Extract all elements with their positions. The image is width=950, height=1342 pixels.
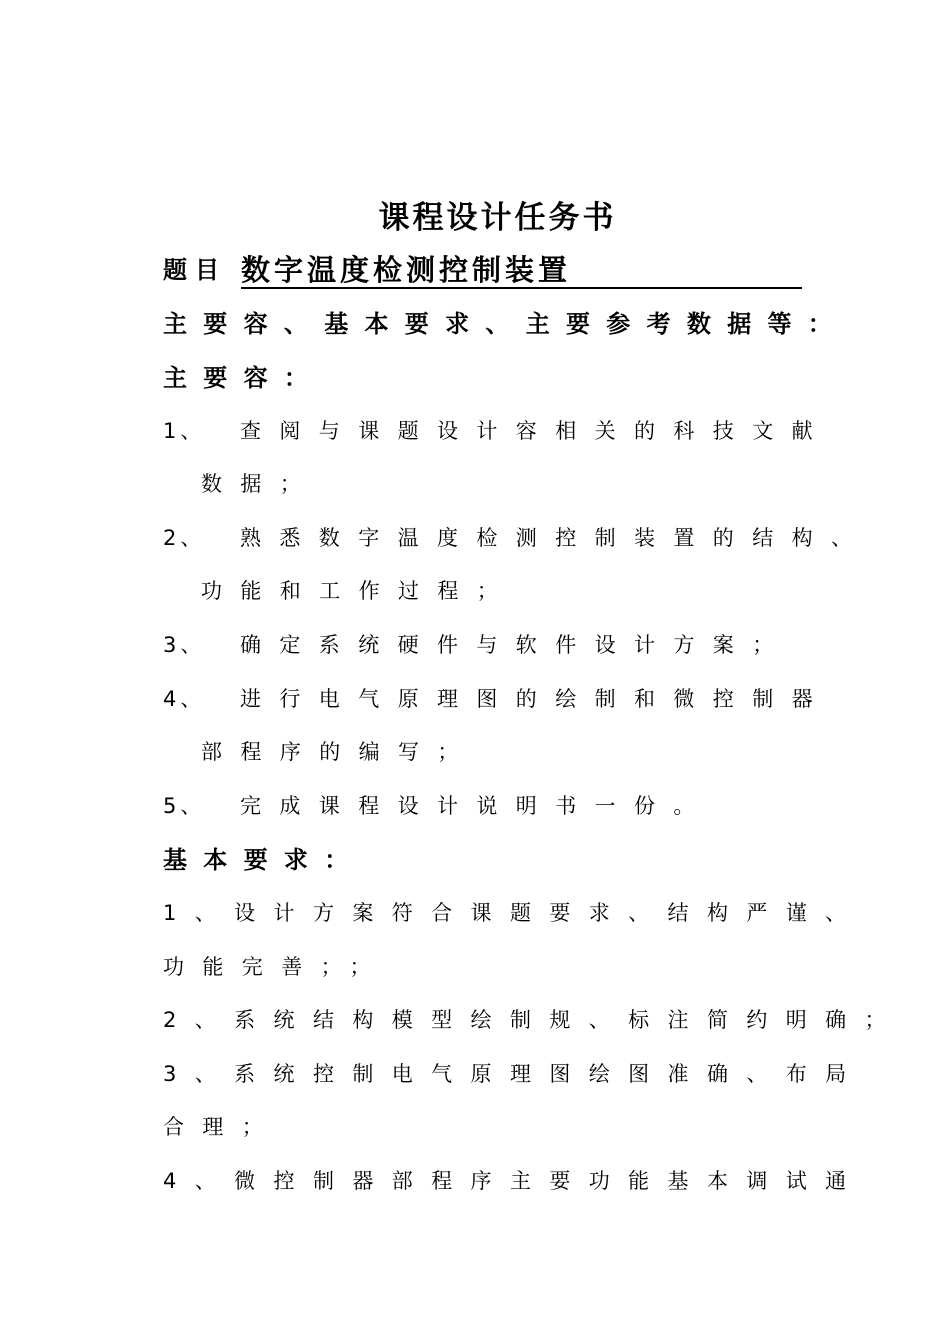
topic-row [163, 250, 803, 290]
item-text: 完成课程设计说明书一份。 [240, 794, 713, 818]
item-number: 5、 [163, 794, 206, 818]
item-text: 部程序的编写； [201, 740, 477, 764]
section-heading: 主要容、基本要求、主要参考数据等： [163, 310, 849, 338]
requirement-text: 2、系统结构模型绘制规、标注简约明确； [163, 1008, 904, 1032]
item-text: 确定系统硬件与软件设计方案； [240, 633, 792, 657]
item-number: 2、 [163, 526, 206, 550]
item-number: 1、 [163, 419, 206, 443]
item-text: 功能和工作过程； [201, 579, 517, 603]
requirement-text: 合理； [163, 1115, 282, 1139]
item-text: 数据； [201, 472, 320, 496]
requirement-text: 3、系统控制电气原理图绘图准确、布局 [163, 1062, 865, 1086]
topic-value: 数字温度检测控制装置 [241, 253, 572, 287]
requirement-text: 4、微控制器部程序主要功能基本调试通 [163, 1169, 865, 1193]
requirement-text: 1、设计方案符合课题要求、结构严谨、 [163, 901, 865, 925]
requirement-text: 功能完善；； [163, 955, 389, 979]
requirements-heading: 基本要求： [163, 846, 365, 874]
item-text: 查阅与课题设计容相关的科技文献 [240, 419, 831, 443]
document-title: 课程设计任务书 [378, 200, 617, 236]
item-number: 4、 [163, 687, 206, 711]
topic-label: 题目 [163, 256, 227, 284]
item-text: 熟悉数字温度检测控制装置的结构、 [240, 526, 871, 550]
content-heading: 主要容： [163, 364, 325, 392]
topic-underline [241, 287, 802, 289]
item-text: 进行电气原理图的绘制和微控制器 [240, 687, 831, 711]
item-number: 3、 [163, 633, 206, 657]
